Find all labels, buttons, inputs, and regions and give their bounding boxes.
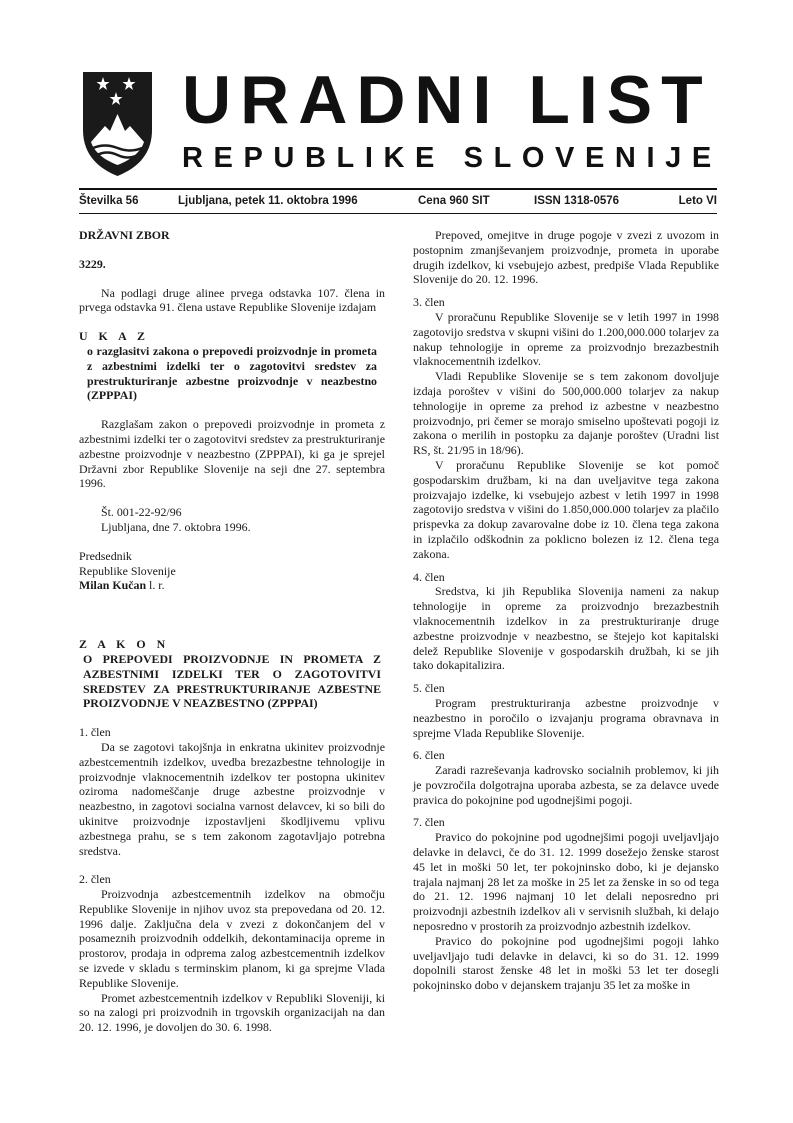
article-3-heading: 3. člen — [413, 295, 445, 310]
act-number: 3229. — [79, 256, 106, 271]
article-2-text-1: Proizvodnja azbestcementnih izdelkov na območju Republike Slovenije in njihov uvoz sta prepovedana od 20. 12. 1996 dalje. Zaključna dela v zvezi z dokončanjem del v posameznih proizvodnih oddelkih, dekontaminacija opreme in prostorov, prodaja in odprema zalog azbestcementnih izdelkov se izvede v skladu s terminskim planom, ki ga sprejme Vlada Republike Slovenije. — [79, 887, 385, 990]
left-column — [79, 228, 385, 1035]
decree-title: o razglasitvi zakona o prepovedi proizvodnje in prometa z azbestnimi izdelki ter o zagotovitvi sredstev za prestrukturiranje azbestne proizvodnje v neazbestno (ZPPPAI) — [87, 343, 377, 403]
article-7-heading: 7. člen — [413, 815, 445, 830]
issue-volume: Leto VI — [678, 195, 717, 207]
signature-suffix: l. r. — [146, 578, 165, 593]
issuer-heading: DRŽAVNI ZBOR — [79, 228, 170, 242]
law-title: O PREPOVEDI PROIZVODNJE IN PROMETA Z AZBESTNIMI IZDELKI TER O ZAGOTOVITVI SREDSTEV ZA PRESTRUKTURIRANJE AZBESTNE PROIZVODNJE V NEAZBESTNO (ZPPPAI) — [83, 651, 381, 711]
article-6-heading: 6. člen — [413, 748, 445, 763]
signature-role-2: Republike Slovenije — [79, 563, 176, 578]
reference-number: Št. 001-22-92/96 — [101, 505, 182, 520]
issue-price: Cena 960 SIT — [418, 195, 490, 207]
article-6-text: Zaradi razreševanja kadrovsko socialnih problemov, ki jih je povzročila dolgotrajna uporaba azbesta, se za delavce uvede pravica do pokojnine pod ugodnejšimi pogoji. — [413, 763, 719, 807]
infobar-bottom-rule — [79, 213, 717, 214]
masthead-title: URADNI LIST — [182, 62, 712, 138]
article-3-text-3: V proračunu Republike Slovenije se kot pomoč gospodarskim družbam, ki na dan uveljavitve tega zakona proizvajajo izdelke, ki vsebujejo azbest v letih 1997 in 1998 zagotovijo sredstva v višini do 1.850,000.000 tolarjev za plačilo prispevka za dokup zavarovalne dobe iz 10. člena tega zakona in izplačilo odškodnin za poklicno bolezen iz 12. člena tega zakona. — [413, 457, 719, 561]
continued-text: Prepoved, omejitve in druge pogoje v zvezi z uvozom in postopnim zmanjševanjem proizvodnje, prometa in uporabe drugih izdelkov, ki vsebujejo azbest, predpiše Vlada Republike Slovenije do 20. 12. 1996. — [413, 228, 719, 287]
issue-issn: ISSN 1318-0576 — [534, 195, 620, 207]
right-column — [413, 228, 719, 993]
issue-number: Številka 56 — [79, 195, 139, 207]
article-7-text-1: Pravico do pokojnine pod ugodnejšimi pogoji uveljavljajo delavke in delavci, če do 31. 12. 1999 dosežejo ženske starost 45 let in moški 50 let, ter pokojninsko dobo, ki je dejansko trajala najmanj 28 let za moške in 25 let za ženske in so od tega do 21. 12. 1996 najmanj 10 let delali neposredno pri proizvodnji azbestnih izdelkov ali v servisnih službah, ki delajo neposredno v prostorih za proizvodnjo azbestnih izdelkov. — [413, 830, 719, 934]
article-1-heading: 1. člen — [79, 725, 111, 740]
article-4-text: Sredstva, ki jih Republika Slovenija nameni za nakup tehnologije in opreme za proizvodnjo brezazbestnih vlaknocementnih izdelkov in za prestrukturiranje druge azbestne proizvodnje v neazbestno, se štejejo kot kapitalski delež Republike Slovenije v gospodarskih družbah, ki se jih tako dokapitalizira. — [413, 584, 719, 673]
article-5-text: Program prestrukturiranja azbestne proizvodnje v neazbestno in poročilo o izvajanju programa obravnava in sprejme Vlada Republike Slovenije. — [413, 695, 719, 740]
issue-info-bar — [79, 190, 717, 212]
masthead-subtitle: REPUBLIKE SLOVENIJE — [182, 142, 722, 174]
slovenia-coat-of-arms-icon — [79, 68, 156, 178]
law-heading: Z A K O N — [79, 637, 170, 652]
article-5-heading: 5. člen — [413, 681, 445, 696]
article-4-heading: 4. člen — [413, 569, 445, 584]
preamble-text: Na podlagi druge alinee prvega odstavka 107. člena in prvega odstavka 91. člena ustave Republike Slovenije izdajam — [79, 285, 385, 315]
article-2-heading: 2. člen — [79, 872, 111, 887]
decree-text: Razglašam zakon o prepovedi proizvodnje in prometa z azbestnimi izdelki ter o zagotovitvi sredstev za prestrukturiranje azbestne proizvodnje v neazbestno (ZPPPAI), ki ga je sprejel Državni zbor Republike Slovenije na seji dne 27. septembra 1996. — [79, 417, 385, 491]
decree-heading: U K A Z — [79, 329, 149, 344]
signature-line — [79, 578, 204, 593]
article-3-text-2: Vladi Republike Slovenije se s tem zakonom dovoljuje izdaja poroštev v višini do 500,000.000 tolarjev za nakup tehnologije in opreme za prehod iz azbestne v neazbestno proizvodnjo, pri čemer se morajo smiselno upoštevati pogoji iz zakona o merilih in postopku za dajanje poroštev (Uradni list RS, št. 21/95 in 18/96). — [413, 369, 719, 458]
reference-date: Ljubljana, dne 7. oktobra 1996. — [101, 519, 251, 534]
article-2-text-2: Promet azbestcementnih izdelkov v Republiki Sloveniji, ki so na zalogi pri proizvodnih in trgovskih organizacijah na dan 20. 12. 1996, je dovoljen do 30. 6. 1998. — [79, 990, 385, 1035]
article-7-text-2: Pravico do pokojnine pod ugodnejšimi pogoji lahko uveljavljajo tudi delavke in delavci, ki so do 31. 12. 1999 dopolnili starost ženske 48 let in moški 53 let ter dosegli pokojninsko dobo v dejanskem trajanju 35 let za moške in — [413, 933, 719, 993]
article-3-text-1: V proračunu Republike Slovenije se v letih 1997 in 1998 zagotovijo sredstva v skupni višini do 1.200,000.000 tolarjev za nakup tehnologije in opreme za proizvodnjo brezazbestnih vlaknocementnih izdelkov. — [413, 309, 719, 369]
issue-place-date: Ljubljana, petek 11. oktobra 1996 — [178, 195, 358, 207]
article-1-text: Da se zagotovi takojšnja in enkratna ukinitev proizvodnje azbestcementnih izdelkov, uvedba brezazbestne tehnologije in proizvodnje vlaknocementnih izdelkov ter postopna ukinitev oziroma nadomeščanje druge azbestne proizvodnje v neazbestno, in zagotovi socialna varnost delavcev, ki so bili do ukinitve proizvodnje izpostavljeni škodljivemu vplivu azbestnega prahu, se s tem zakonom zagotavljajo potrebna sredstva. — [79, 739, 385, 858]
signature-name: Milan Kučan — [79, 578, 147, 593]
signature-role: Predsednik — [79, 548, 132, 563]
